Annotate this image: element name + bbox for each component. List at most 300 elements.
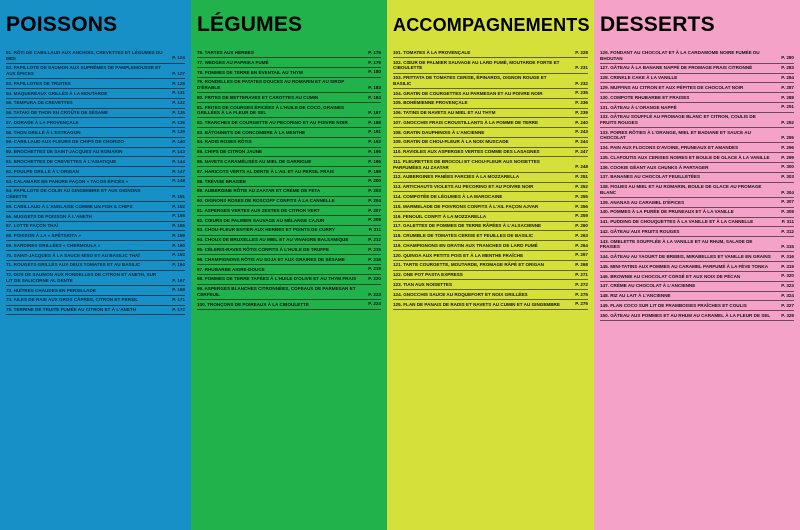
recipe-title: 130. COMPOTE RHUBARBE ET FRAISES [600,94,690,100]
recipe-entry [393,223,588,231]
page-number: P. 284 [781,74,794,80]
page-number: P. 299 [781,154,794,160]
page-number: P. 223 [368,291,381,297]
recipe-title: 86. NAVETS CARAMÉLISÉS AU MIEL DE GARRIGUE [197,159,312,164]
page-number: P. 311 [781,218,794,224]
recipe-title: 98. POMMES DE TERRE TAPÉES À L'HUILE D'OLIVE ET AU THYM FRAIS [197,276,357,282]
recipe-entry [6,253,185,261]
page-number: P. 172 [172,306,185,312]
page-number: P. 212 [368,237,381,243]
page-number: P. 204 [368,197,381,203]
recipe-list [600,50,794,321]
recipe-title: 52. PAPILLOTE DE SAUMON AUX SUPRÊMES DE PAMPLEMOUSSE ET AUX ÉPICES [6,65,162,76]
recipe-title: 126. FONDANT AU CHOCOLAT ET À LA CARDAMOME NOIRE FUMÉE DU BHOUTAN [600,50,760,61]
recipe-title: 103. FRITTATA DE TOMATES CERISE, ÉPINARDS, OIGNON ROUGE ET BASILIC [393,75,547,86]
page-number: P. 316 [781,253,794,259]
recipe-title: 95. CÉLERIS-RAVES RÔTIS CONFITS À L'HUILE DE TRUFFE [197,247,329,253]
page-number: P. 255 [575,193,588,199]
recipe-entry [197,227,381,235]
recipe-entry [600,174,794,182]
page-number: P. 215 [368,246,381,252]
recipe-title: 75. TERRINE DE TRUITE FUMÉE AU CITRON ET À L'ANETH [6,307,137,313]
recipe-title: 104. GRATIN DE COURGETTES AU PARMESAN ET AU POIVRE NOIR [393,90,543,96]
recipe-entry [6,110,185,118]
recipe-title: 146. BROWNIE AU CHOCOLAT CORSÉ ET AUX NOIX DE PÉCAN [600,273,741,279]
recipe-title: 82. TRANCHES DE COURGETTE AU PECORINO ET AU POIVRE NOIR [197,119,348,125]
recipe-title: 67. LOTTE FAÇON THAÏ [6,223,59,229]
recipe-entry [393,194,588,202]
recipe-title: 115. MARMELADE DE POIVRONS CONFITS À L'AIL FAÇON AJVAR [393,203,539,209]
recipe-entry [197,208,381,216]
recipe-entry [197,50,381,58]
recipe-entry [197,120,381,128]
recipe-title: 134. PAIN AUX FLOCONS D'AVOINE, PRUNEAUX ET AMANDES [600,145,739,151]
recipe-entry [6,149,185,157]
recipe-entry [6,50,185,64]
recipe-entry [600,105,794,113]
page-number: P. 184 [368,94,381,100]
recipe-title: 80. FRITES DE BETTERAVES ET CAROTTES AU CUMIN [197,94,319,100]
page-number: P. 320 [781,273,794,279]
recipe-entry [600,95,794,103]
recipe-list [393,50,588,310]
page-number: P. 304 [781,189,794,195]
recipe-entry [393,75,588,89]
recipe-entry [393,139,588,147]
recipe-title: 90. OIGNONS ROSES DE ROSCOFF CONFITS À LA CANNELLE [197,198,335,204]
recipe-title: 58. THON GRILLÉ À L'ESTRAGON [6,129,81,135]
recipe-entry [393,204,588,212]
recipe-title: 145. MINI-TATINS AUX POMMES AU CARAMEL PARFUMÉ À LA FÈVE TONKA [600,263,769,269]
page-number: P. 259 [575,213,588,219]
page-number: P. 323 [781,283,794,289]
page-number: P. 240 [575,119,588,125]
recipe-entry [197,70,381,78]
recipe-title: 85. CHIPS DE CITRON JAUNE [197,149,263,155]
recipe-entry [600,229,794,237]
recipe-entry [6,188,185,202]
recipe-title: 64. PAPILLOTE DE COLIN AU GINGEMBRE ET AUX OIGNONS CÉBETTE [6,188,141,199]
page-number: P. 196 [368,158,381,164]
recipe-entry [6,120,185,128]
recipe-title: 72. DOS DE SAUMON AUX RONDELLES DE CITRON ET ANETH, SUR LIT DE SALICORNE AL DENTE [6,272,157,283]
recipe-entry [600,65,794,73]
recipe-title: 108. GRATIN DAUPHINOIS À L'ANCIENNE [393,129,485,135]
recipe-title: 77. WEDGES AU PAPRIKA FUMÉ [197,59,269,65]
recipe-title: 144. GÂTEAU AU YAOURT DE BREBIS, MIRABELLES ET VANILLE EN GRAINS [600,254,771,260]
page-number: P. 139 [172,129,185,135]
recipe-title: 118. CRUMBLE DE TOMATES CERISE ET FEUILLES DE BASILIC [393,233,534,239]
page-number: P. 312 [781,228,794,234]
recipe-title: 131. GÂTEAU À L'ORANGE NAPPÉ [600,104,677,110]
recipe-title: 61. BROCHETTES DE CREVETTES À L'ASIATIQUE [6,159,117,164]
recipe-entry [6,65,185,79]
recipe-entry [197,169,381,177]
page-number: P. 220 [368,276,381,282]
recipe-entry [6,272,185,286]
recipe-entry [393,243,588,251]
page-number: P. 163 [172,252,185,258]
page-number: P. 251 [575,174,588,180]
section-title: ACCOMPAGNEMENTS [393,15,590,35]
recipe-title: 107. GNOCCHIS FRAIS CROUSTILLANTS À LA POMME DE TERRE [393,119,539,125]
recipe-entry [197,302,381,310]
page-number: P. 199 [368,168,381,174]
recipe-entry [600,155,794,163]
page-number: P. 271 [575,271,588,277]
page-number: P. 275 [575,291,588,297]
page-number: P. 315 [781,244,794,250]
page-number: P. 191 [368,129,381,135]
recipe-entry [393,110,588,118]
page-number: P. 327 [781,302,794,308]
recipe-list [197,50,381,310]
recipe-title: 55. TEMPURA DE CREVETTES [6,100,73,106]
recipe-entry [6,307,185,315]
page-number: P. 224 [368,301,381,307]
page-number: P. 308 [781,209,794,215]
page-number: P. 188 [368,119,381,125]
page-number: P. 296 [781,144,794,150]
recipe-title: 62. POULPE GRILLÉ À L'ORIGAN [6,168,79,174]
recipe-entry [393,253,588,261]
recipe-entry [393,174,588,182]
recipe-entry [6,214,185,222]
page-number: P. 179 [368,59,381,65]
recipe-entry [393,50,588,58]
recipe-entry [197,267,381,275]
recipe-entry [393,233,588,241]
recipe-entry [600,303,794,311]
page-number: P. 247 [575,149,588,155]
recipe-entry [197,198,381,206]
recipe-title: 88. TRÉVISE BRAISÉE [197,178,247,184]
recipe-title: 96. CHAMPIGNONS RÔTIS AU SOJA ET AUX GRAINES DE SÉSAME [197,256,345,262]
page-number: P. 228 [575,49,588,55]
page-number: P. 147 [172,168,185,174]
page-number: P. 236 [575,100,588,106]
page-number: P. 180 [368,69,381,75]
section-title: LÉGUMES [197,13,303,36]
page-number: P. 171 [172,297,185,303]
recipe-entry [197,188,381,196]
recipe-entry [393,149,588,157]
recipe-entry [393,302,588,310]
recipe-entry [197,149,381,157]
page-number: P. 219 [368,266,381,272]
page-number: P. 148 [172,178,185,184]
column-desserts [594,0,800,530]
page-number: P. 183 [368,84,381,90]
recipe-entry [197,105,381,119]
recipe-title: 91. ASPERGES VERTES AUX ZESTES DE CITRON VERT [197,207,320,213]
recipe-title: 81. FRITES DE COURGES ÉPICÉES À L'HUILE DE COCO, GRAINES GRILLÉES À LA FLEUR DE SEL [197,104,345,116]
page-number: P. 187 [368,109,381,115]
recipe-entry [600,75,794,83]
recipe-title: 149. FLAN COCO SUR LIT DE FRAMBOISES FRAÎCHES ET COULIS [600,302,747,308]
column-poissons [0,0,191,530]
recipe-title: 51. RÔTI DE CABILLAUD AUX ANCHOIS, CREVETTES ET LÉGUMES DU MIDI [6,50,163,61]
recipe-title: 150. GÂTEAU AUX POMMES ET AU RHUM AU CARAMEL À LA FLEUR DE SEL [600,312,771,318]
page-number: P. 300 [781,164,794,170]
page-number: P. 232 [575,80,588,86]
recipe-entry [393,282,588,290]
recipe-entry [600,254,794,262]
recipe-title: 111. FLEURETTES DE BROCOLI ET CHOU-FLEUR AUX NOISETTES PARFUMÉES AU ZAATAR [393,159,540,170]
recipe-title: 110. RAVIOLES AUX ASPERGES VERTES COMME DES LASAGNES [393,149,540,155]
recipe-title: 138. FIGUES AU MIEL ET AU ROMARIN, BOULE DE GLACE AU FROMAGE BLANC [600,184,762,195]
page-number: P. 268 [575,262,588,268]
page-number: P. 167 [172,277,185,283]
recipe-title: 132. GÂTEAU SOUFFLÉ AU FROMAGE BLANC ET CITRON, COULIS DE FRUITS ROUGES [600,114,756,125]
page-number: P. 152 [172,203,185,209]
recipe-entry [393,272,588,280]
recipe-title: 135. CLAFOUTIS AUX CERISES NOIRES ET BOULE DE GLACE À LA VANILLE [600,154,770,160]
page-number: P. 127 [172,70,185,76]
recipe-entry [6,204,185,212]
page-number: P. 235 [575,90,588,96]
recipe-title: 120. QUINOA AUX PETITS POIS ET À LA MENTHE FRAÎCHE [393,252,524,258]
recipe-entry [6,297,185,305]
recipe-entry [6,139,185,147]
page-number: P. 156 [172,223,185,229]
recipe-title: 109. GRATIN DE CHOU-FLEUR À LA NOIX MUSCADE [393,139,509,145]
recipe-title: 141. PUDDING DE CHOUQUETTES À LA VANILLE ET À LA CANNELLE [600,219,754,225]
recipe-entry [6,100,185,108]
recipe-title: 56. TATAKI DE THON EN CROÛTE DE SÉSAME [6,110,109,116]
recipe-title: 116. FENOUIL CONFIT À LA MOZZARELLA [393,213,487,219]
recipe-title: 65. CABILLAUD À L'ANGLAISE COMME UN FISH & CHIPS [6,203,133,209]
recipe-entry [393,184,588,192]
recipe-title: 71. ROUGETS GRILLÉS AUX DEUX TOMATES ET AU BASILIC [6,262,141,268]
recipe-title: 70. SAINT-JACQUES À LA SAUCE MISO ET AU BASILIC THAÏ [6,252,140,258]
recipe-entry [6,288,185,296]
page-number: P. 267 [575,252,588,258]
recipe-title: 106. TATINS DE NAVETS AU MIEL ET AU THYM [393,110,496,116]
section-title: POISSONS [6,13,118,36]
recipe-title: 63. CALAMARS EN PANURE FAÇON « TACOS ÉPICÉS » [6,178,129,184]
page-number: P. 135 [172,109,185,115]
section-title: DESSERTS [600,13,715,36]
recipe-entry [600,264,794,272]
recipe-title: 148. RIZ AU LAIT À L'ANCIENNE [600,293,671,299]
page-number: P. 144 [172,158,185,164]
recipe-entry [600,145,794,153]
recipe-title: 97. RHUBARBE AIGRE-DOUCE [197,266,265,272]
recipe-title: 124. GNOCCHIS SAUCE AU ROQUEFORT ET NOIX GRILLÉES [393,291,528,297]
recipe-entry [197,95,381,103]
recipe-title: 137. BANANES AU CHOCOLAT FEUILLETÉES [600,174,701,180]
recipe-title: 89. AUBERGINE RÔTIE AU ZAATAR ET CRÈME DE FETA [197,188,321,194]
page-number: P. 263 [575,232,588,238]
recipe-title: 99. ASPERGES BLANCHES CITRONNÉES, COPEAUX DE PARMESAN ET CERFEUIL [197,286,356,297]
recipe-title: 79. RONDELLES DE PATATES DOUCES AU ROMARIN ET AU SIROP D'ÉRABLE [197,79,345,90]
recipe-entry [600,313,794,321]
recipe-entry [393,91,588,99]
recipe-entry [197,60,381,68]
page-number: P. 248 [575,164,588,170]
recipe-title: 92. CŒURS DE PALMIER SAUVAGE AU MÉLANGE CAJUN [197,217,325,223]
recipe-entry [600,114,794,128]
recipe-title: 140. POMMES À LA PURÉE DE PRUNEAUX ET À LA VANILLE [600,209,734,215]
page-number: P. 131 [172,90,185,96]
recipe-entry [600,165,794,173]
recipe-title: 127. GÂTEAU À LA BANANE NAPPÉ DE FROMAGE FRAIS CITRONNÉ [600,65,753,71]
page-number: P. 252 [575,183,588,189]
page-number: P. 287 [781,84,794,90]
recipe-entry [6,159,185,167]
recipe-entry [197,218,381,226]
recipe-entry [6,91,185,99]
page-number: P. 264 [575,242,588,248]
recipe-title: 76. TARTES AUX HERBES [197,50,254,55]
recipe-entry [197,286,381,300]
recipe-title: 100. TRONÇONS DE POIREAUX À LA CIBOULETTE [197,301,309,307]
page-number: P. 244 [575,139,588,145]
page-number: P. 288 [781,94,794,100]
page-number: P. 176 [368,49,381,55]
recipe-entry [600,85,794,93]
recipe-title: 87. HARICOTS VERTS AL DENTE À L'AIL ET AU PERSIL FRAIS [197,168,335,174]
page-number: P. 140 [172,139,185,145]
page-number: P. 143 [172,149,185,155]
recipe-entry [6,243,185,251]
page-number: P. 307 [781,199,794,205]
recipe-title: 117. GALETTES DE POMMES DE TERRE RÂPÉES À L'ALSACIENNE [393,223,542,229]
recipe-title: 129. MUFFINS AU CITRON ET AUX PÉPITES DE CHOCOLAT NOIR [600,84,744,90]
recipe-title: 94. CHOUX DE BRUXELLES AU MIEL ET AU VINAIGRE BALSAMIQUE [197,237,349,243]
recipe-entry [600,274,794,282]
page-number: P. 239 [575,109,588,115]
recipe-entry [393,130,588,138]
recipe-title: 113. ARTICHAUTS VIOLETS AU PECORINO ET AU POIVRE NOIR [393,184,534,190]
recipe-title: 68. POISSON À LA « SPÉTSIOTA » [6,233,81,239]
recipe-entry [197,159,381,167]
recipe-title: 114. COMPOTÉE DE LÉGUMES À LA MAROCAINE [393,193,503,199]
page-number: P. 272 [575,281,588,287]
page-number: P. 216 [368,256,381,262]
recipe-title: 136. COOKIE GÉANT AUX CHUNKS À PARTAGER [600,164,709,170]
recipe-title: 133. POIRES RÔTIES À L'ORANGE, MIEL ET BADIANE ET SAUCE AU CHOCOLAT [600,129,751,141]
page-number: P. 160 [172,242,185,248]
recipe-title: 105. BOHÉMIENNE PROVENÇALE [393,100,468,106]
page-number: P. 276 [575,301,588,307]
page-number: P. 136 [172,119,185,125]
page-number: P. 291 [781,104,794,110]
recipe-title: 121. TARTE COURGETTE, MOUTARDE, FROMAGE RÂPÉ ET ORIGAN [393,262,544,268]
recipe-entry [393,60,588,74]
recipe-entry [393,159,588,173]
recipe-title: 128. CRINKLE CAKE À LA VANILLE [600,75,678,81]
recipe-title: 69. SARDINES GRILLÉES « CHERMOULA » [6,242,101,248]
page-number: P. 164 [172,262,185,268]
recipe-entry [197,130,381,138]
recipe-entry [393,100,588,108]
recipe-entry [197,237,381,245]
page-number: P. 203 [368,188,381,194]
recipe-title: 60. BROCHETTES DE SAINT-JACQUES AU ROMARIN [6,149,123,155]
recipe-entry [197,247,381,255]
recipe-entry [393,214,588,222]
recipe-title: 84. RADIS ROSES RÔTIS [197,139,252,145]
page-number: P. 159 [172,232,185,238]
page-number: P. 292 [781,119,794,125]
recipe-title: 139. ANANAS AU CARAMEL D'ÉPICES [600,199,685,205]
column-legumes [191,0,387,530]
recipe-title: 125. FLAN DE PANAIS DE RADIS ET NAVETS AU CUMIN ET AU GINGEMBRE [393,301,560,307]
recipe-entry [197,276,381,284]
recipe-title: 122. ONE POT PASTA EXPRESS [393,272,463,278]
page-number: P. 208 [368,217,381,223]
page-number: P. 303 [781,174,794,180]
recipe-entry [600,283,794,291]
page-number: P. 200 [368,178,381,184]
recipe-entry [600,130,794,144]
recipe-title: 83. BÂTONNETS DE CONCOMBRE À LA MENTHE [197,129,306,135]
recipe-title: 147. CRÈME AU CHOCOLAT À L'ANCIENNE [600,283,696,289]
page-number: P. 195 [368,149,381,155]
page-number: P. 280 [781,55,794,61]
recipe-title: 102. CŒUR DE PALMIER SAUVAGE AU LARD FUMÉ, MOUTARDE FORTE ET CIBOULETTE [393,59,560,71]
page-number: P. 231 [575,65,588,71]
recipe-title: 112. AUBERGINES PANÉES FARCIES À LA MOZZARELLA [393,174,520,180]
page-number: P. 324 [781,292,794,298]
recipe-entry [393,120,588,128]
recipe-title: 119. CHAMPIGNONS EN GRATIN AUX TRANCHES DE LARD FUMÉ [393,242,538,248]
recipe-entry [197,139,381,147]
recipe-entry [600,239,794,253]
page-number: P. 128 [172,80,185,86]
recipe-entry [6,169,185,177]
recipe-title: 123. TIAN AUX NOISETTES [393,281,453,287]
recipe-title: 57. DORADE À LA PROVENÇALE [6,119,79,125]
page-number: P. 256 [575,203,588,209]
page-number: P. 192 [368,139,381,145]
page-number: P. 124 [172,55,185,61]
page-number: P. 155 [172,213,185,219]
page-number: P. 243 [575,129,588,135]
recipe-entry [600,219,794,227]
column-accompagnements [387,0,594,530]
page-number: P. 295 [781,135,794,141]
recipe-title: 93. CHOU-FLEUR ENTIER AUX HERBES ET POINTS DE CURRY [197,227,335,233]
recipe-list [6,50,185,315]
page-number: P. 319 [781,263,794,269]
page-number: P. 207 [368,207,381,213]
page-number: P. 328 [781,312,794,318]
recipe-entry [6,81,185,89]
recipe-title: 74. AILES DE RAIE AUX GROS CÂPRES, CITRON ET PERSIL [6,297,139,303]
page-number: P. 168 [172,287,185,293]
recipe-entry [600,293,794,301]
recipe-entry [197,179,381,187]
page-number: P. 211 [368,227,381,233]
recipe-entry [600,184,794,198]
page-number: P. 283 [781,65,794,71]
recipe-entry [600,200,794,208]
recipe-title: 53. PAPILLOTES DE TRUITES [6,80,71,86]
recipe-title: 78. POMMES DE TERRE EN ÉVENTAIL AU THYM [197,69,303,75]
recipe-entry [6,223,185,231]
page-number: P. 132 [172,100,185,106]
recipe-entry [393,292,588,300]
recipe-entry [600,209,794,217]
recipe-title: 73. HUÎTRES CHAUDES EN PERSILLADE [6,287,96,293]
recipe-entry [600,50,794,64]
recipe-title: 101. TOMATES À LA PROVENÇALE [393,50,471,55]
recipe-entry [6,130,185,138]
recipe-entry [393,262,588,270]
